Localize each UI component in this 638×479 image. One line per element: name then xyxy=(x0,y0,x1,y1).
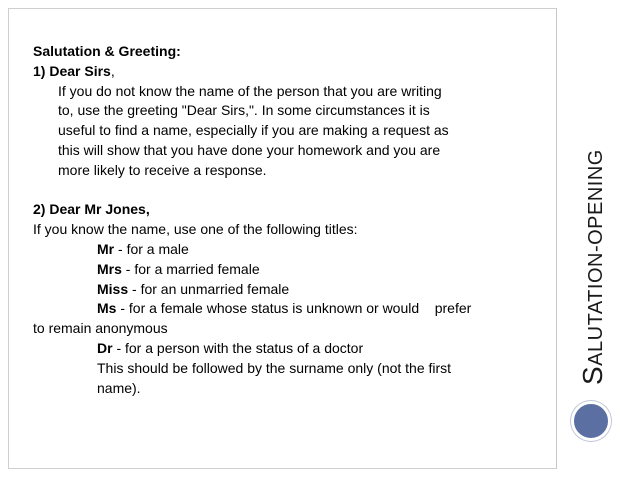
item1-number: 1) xyxy=(33,62,46,79)
title-term: Miss xyxy=(97,280,129,297)
item1-line: this will show that you have done your homework and you are xyxy=(58,141,441,158)
title-item-mr xyxy=(33,240,553,260)
ms-continuation: to remain anonymous xyxy=(33,320,168,337)
item1-title-suffix: , xyxy=(110,62,115,79)
slide-title-rest: ALUTATION-OPENING xyxy=(585,149,607,366)
spacer xyxy=(33,181,553,201)
title-term: Ms xyxy=(97,300,117,317)
title-desc: - for an unmarried female xyxy=(128,280,290,297)
title-term: Mr xyxy=(97,240,115,257)
item2-title: 2) Dear Mr Jones, xyxy=(33,201,150,218)
item2-intro: If you know the name, use one of the following titles: xyxy=(33,221,358,238)
title-desc: - for a married female xyxy=(121,260,260,277)
vertical-divider xyxy=(556,8,557,469)
slide-title xyxy=(577,149,609,385)
note-line: name). xyxy=(97,379,141,396)
title-term: Dr xyxy=(97,339,113,356)
title-desc: - for a female whose status is unknown or would prefer xyxy=(116,300,472,317)
title-term: Mrs xyxy=(97,260,122,277)
item1-line: If you do not know the name of the person that you are writing xyxy=(58,82,442,99)
title-item-ms xyxy=(33,299,553,319)
title-item-miss xyxy=(33,280,553,300)
heading: Salutation & Greeting: xyxy=(33,43,181,59)
slide-body xyxy=(33,42,553,398)
title-item-dr xyxy=(33,339,553,359)
slide-title-initial: S xyxy=(577,365,608,385)
item1-title: Dear Sirs xyxy=(49,62,111,79)
item1-line: to, use the greeting "Dear Sirs,". In some circumstances it is xyxy=(58,102,430,119)
item1-line: more likely to receive a response. xyxy=(58,161,267,178)
item1-line: useful to find a name, especially if you are making a request as xyxy=(58,122,449,139)
item1-title-line xyxy=(33,62,553,82)
title-desc: - for a person with the status of a doctor xyxy=(112,339,364,356)
title-item-mrs xyxy=(33,260,553,280)
title-desc: - for a male xyxy=(114,240,189,257)
decorative-circle-icon xyxy=(571,401,611,441)
note-line: This should be followed by the surname only (not the first xyxy=(97,359,452,376)
